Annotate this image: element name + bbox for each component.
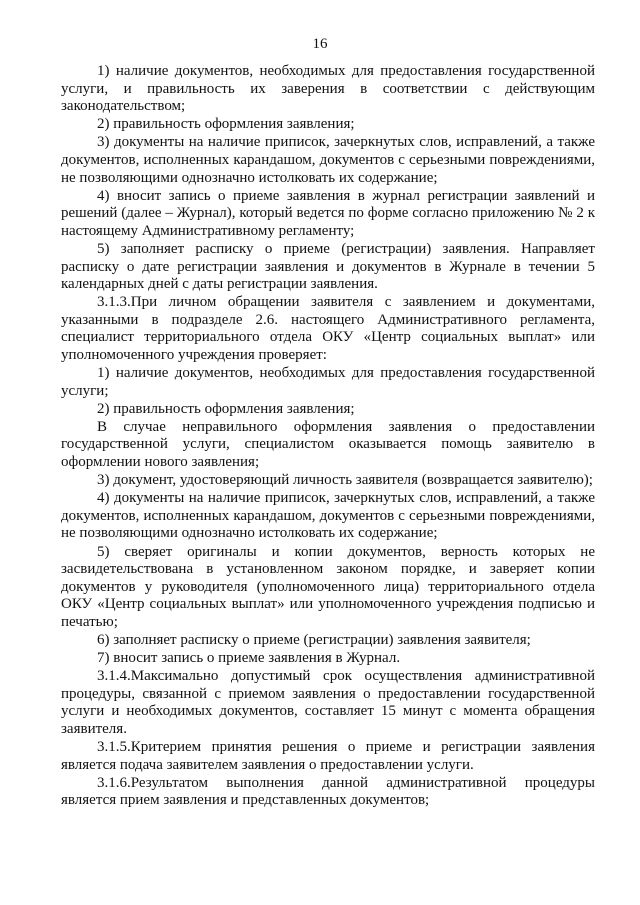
- paragraph: 4) документы на наличие приписок, зачеркнутых слов, исправлений, а также документов, исполненных карандашом, документов с серьезными повреждениями, не позволяющими однозначно истолковать их содержание;: [61, 490, 595, 542]
- paragraph: 2) правильность оформления заявления;: [97, 400, 355, 417]
- paragraph: 5) сверяет оригиналы и копии документов, верность которых не засвидетельствована в установленном законом порядке, и заверяет копии документов у руководителя (уполномоченного лица) территориального отдела ОКУ «Центр социальных выплат» или уполномоченного учреждения подписью и печатью;: [61, 543, 595, 630]
- paragraph: В случае неправильного оформления заявления о предоставлении государственной услуги, специалистом оказывается помощь заявителю в оформлении нового заявления;: [61, 418, 595, 471]
- paragraph: 3.1.4.Максимально допустимый срок осуществления административной процедуры, связанной с приемом заявления о предоставлении государственной услуги и необходимых документов, составляет 15 минут с момента обращения заявителя.: [61, 668, 595, 737]
- page-number: 16: [312, 36, 328, 52]
- paragraph: 3.1.3.При личном обращении заявителя с заявлением и документами, указанными в подразделе 2.6. настоящего Административного регламента, специалист территориального отдела ОКУ «Центр социальных выплат» или уполномоченного учреждения проверяет:: [61, 294, 595, 363]
- paragraph: 1) наличие документов, необходимых для предоставления государственной услуги;: [61, 365, 595, 399]
- paragraph: 2) правильность оформления заявления;: [97, 116, 355, 133]
- document-body: [61, 63, 595, 810]
- paragraph: 3.1.6.Результатом выполнения данной административной процедуры является прием заявления и представленных документов;: [61, 774, 595, 809]
- paragraph: 7) вносит запись о приеме заявления в Журнал.: [97, 650, 401, 667]
- paragraph: 3) документ, удостоверяющий личность заявителя (возвращается заявителю);: [97, 472, 593, 489]
- paragraph: 3.1.5.Критерием принятия решения о приеме и регистрации заявления является подача заявителем заявления о предоставлении услуги.: [61, 739, 595, 773]
- paragraph: 5) заполняет расписку о приеме (регистрации) заявления. Направляет расписку о дате регистрации заявления и документов в Журнале в течении 5 календарных дней с даты регистрации заявления.: [61, 240, 595, 293]
- paragraph: 1) наличие документов, необходимых для предоставления государственной услуги, и правильность их заверения в соответствии с действующим законодательством;: [61, 63, 595, 115]
- paragraph: 3) документы на наличие приписок, зачеркнутых слов, исправлений, а также документов, исполненных карандашом, документов с серьезными повреждениями, не позволяющими однозначно истолковать их содержание;: [61, 134, 595, 186]
- paragraph: 6) заполняет расписку о приеме (регистрации) заявления заявителя;: [97, 632, 531, 648]
- paragraph: 4) вносит запись о приеме заявления в журнал регистрации заявлений и решений (далее – Журнал), который ведется по форме согласно приложению № 2 к настоящему Административному регламенту;: [61, 187, 595, 239]
